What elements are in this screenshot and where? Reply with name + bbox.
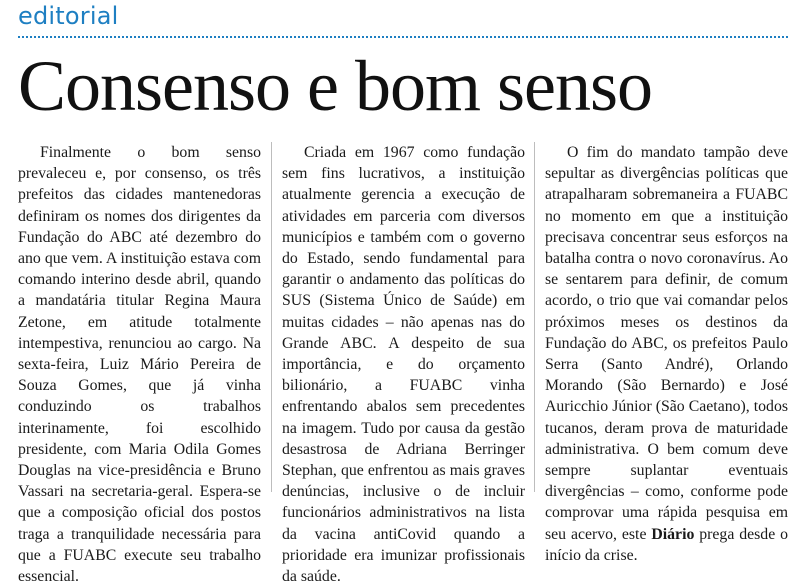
column-3-text-before: O fim do mandato tampão deve sepultar as divergências políticas que atrapalharam sobremaneira a FUABC no momento em que a instituição precisava concentrar seus esforços na batalha contra o novo coronavírus. Ao se sentarem para definir, de comum acordo, o trio que vai comandar pelos próximos meses os destinos da Fundação do ABC, os prefeitos Paulo Serra (Santo André), Orlando Morando (São Bernardo) e José Auricchio Júnior (São Caetano), todos tucanos, deram prova de maturidade administrativa. O bem comum deve sempre suplantar eventuais divergências – como, conforme pode comprovar uma rápida pesquisa em seu acervo, este (545, 144, 788, 543)
column-1-text: Finalmente o bom senso prevaleceu e, por consenso, os três prefeitos das cidades mantenedoras definiram os nomes dos dirigentes da Fundação do ABC até dezembro do ano que vem. A instituição estava com comando interino desde abril, quando a mandatária titular Regina Maura Zetone, em atitude totalmente intempestiva, renunciou ao cargo. Na sexta-feira, Luiz Mário Pereira de Souza Gomes, que já vinha conduzindo os trabalhos interinamente, foi escolhido presidente, com Maria Odila Gomes Douglas na vice-presidência e Bruno Vassari na secretaria-geral. Espera-se que a composição oficial dos postos traga a tranquilidade necessária para que a FUABC execute seu trabalho essencial. (18, 144, 261, 586)
column-2-text: Criada em 1967 como fundação sem fins lucrativos, a instituição atualmente gerencia a execução de atividades em parceria com diversos municípios e também com o governo do Estado, sendo fundamental para garantir o andamento das políticas do SUS (Sistema Único de Saúde) em muitas cidades – não apenas nas do Grande ABC. A despeito de sua importância, e do orçamento bilionário, a FUABC vinha enfrentando abalos sem precedentes na imagem. Tudo por causa da gestão desastrosa de Adriana Berringer Stephan, que enfrentou as mais graves denúncias, inclusive o de incluir funcionários administrativos na lista da vacina antiCovid quando a prioridade era imunizar profissionais da saúde. (282, 144, 525, 586)
article-column-2 (282, 142, 525, 586)
article-column-1 (18, 142, 261, 586)
section-rule (18, 36, 788, 38)
article-column-3 (545, 142, 788, 564)
column-3-text-after: prega desde o início da crise. (545, 525, 788, 564)
section-tag: editorial (18, 2, 119, 30)
newspaper-name: Diário (651, 525, 695, 543)
column-divider-1 (271, 142, 272, 492)
headline: Consenso e bom senso (18, 46, 652, 126)
column-divider-2 (534, 142, 535, 492)
column-3-text (545, 142, 788, 566)
